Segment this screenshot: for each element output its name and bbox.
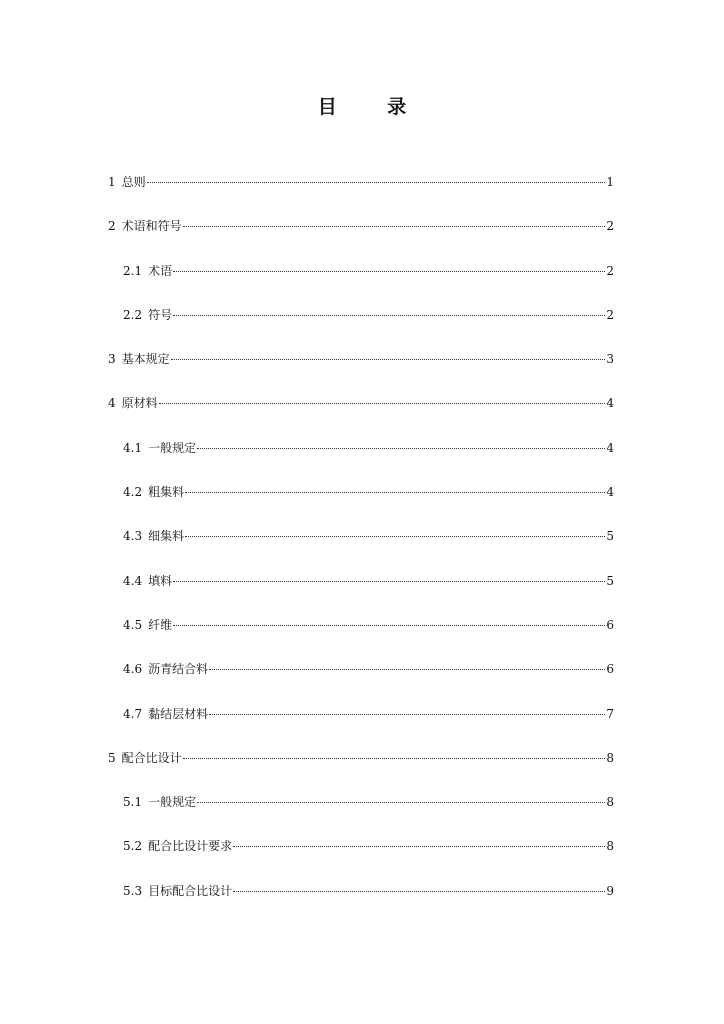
toc-entry-page: 3 [606, 352, 614, 367]
toc-entry-label: 原材料 [121, 396, 158, 411]
toc-entry-number: 2 [108, 219, 116, 234]
toc-entry-number: 4.2 [123, 485, 143, 500]
toc-dot-leader [185, 492, 605, 493]
toc-dot-leader [171, 359, 606, 360]
toc-entry-label: 黏结层材料 [148, 706, 209, 721]
page-title: 目 录 [317, 96, 429, 118]
toc-entry-label: 纤维 [148, 617, 173, 632]
toc-entry[interactable] [108, 792, 614, 836]
toc-entry-page: 6 [606, 662, 614, 677]
toc-entry[interactable] [108, 615, 614, 659]
table-of-contents [108, 172, 614, 925]
toc-entry[interactable] [108, 349, 614, 393]
toc-entry[interactable] [108, 704, 614, 748]
toc-dot-leader [173, 625, 605, 626]
toc-entry[interactable] [108, 881, 614, 925]
toc-dot-leader [183, 226, 606, 227]
toc-entry-page: 6 [606, 617, 614, 632]
toc-entry-label: 基本规定 [121, 352, 170, 367]
toc-dot-leader [173, 271, 605, 272]
toc-dot-leader [233, 846, 605, 847]
toc-entry[interactable] [108, 659, 614, 703]
toc-entry-label: 细集料 [148, 529, 185, 544]
toc-entry-number: 3 [108, 352, 116, 367]
toc-entry[interactable] [108, 482, 614, 526]
toc-entry-label: 配合比设计 [121, 750, 182, 765]
toc-dot-leader [209, 714, 605, 715]
toc-entry-number: 4.5 [123, 617, 143, 632]
toc-entry[interactable] [108, 261, 614, 305]
toc-entry[interactable] [108, 748, 614, 792]
toc-entry[interactable] [108, 216, 614, 260]
toc-entry-number: 4.4 [123, 573, 143, 588]
toc-entry-label: 一般规定 [148, 440, 197, 455]
toc-entry-number: 4.1 [123, 440, 143, 455]
toc-entry-number: 5.3 [123, 883, 143, 898]
toc-dot-leader [147, 182, 606, 183]
toc-entry-page: 7 [606, 706, 614, 721]
toc-dot-leader [183, 758, 606, 759]
toc-entry[interactable] [108, 438, 614, 482]
toc-dot-leader [197, 448, 605, 449]
toc-entry-number: 4.7 [123, 706, 143, 721]
toc-dot-leader [185, 536, 605, 537]
toc-entry[interactable] [108, 571, 614, 615]
toc-entry-page: 4 [606, 396, 614, 411]
toc-entry[interactable] [108, 305, 614, 349]
toc-entry-label: 一般规定 [148, 795, 197, 810]
toc-dot-leader [159, 403, 606, 404]
toc-entry-page: 1 [606, 175, 614, 189]
toc-dot-leader [233, 891, 605, 892]
toc-entry-number: 4.3 [123, 529, 143, 544]
toc-entry-number: 5.2 [123, 839, 143, 854]
toc-entry-page: 8 [606, 795, 614, 810]
toc-entry-page: 5 [606, 573, 614, 588]
toc-entry-number: 4.6 [123, 662, 143, 677]
toc-entry-page: 9 [606, 883, 614, 898]
toc-entry[interactable] [108, 836, 614, 880]
toc-entry-label: 总则 [121, 175, 146, 189]
toc-entry-label: 术语 [148, 263, 173, 278]
toc-entry[interactable] [108, 393, 614, 437]
toc-entry[interactable] [108, 172, 614, 216]
toc-entry-number: 4 [108, 396, 116, 411]
toc-entry-label: 沥青结合料 [148, 662, 209, 677]
toc-entry-page: 2 [606, 263, 614, 278]
toc-dot-leader [173, 581, 605, 582]
toc-entry-page: 5 [606, 529, 614, 544]
toc-entry-number: 5 [108, 750, 116, 765]
toc-entry-page: 8 [606, 839, 614, 854]
toc-dot-leader [197, 802, 605, 803]
toc-entry-page: 2 [606, 307, 614, 322]
toc-dot-leader [209, 669, 605, 670]
toc-dot-leader [173, 315, 605, 316]
toc-entry-page: 4 [606, 485, 614, 500]
toc-entry-number: 2.1 [123, 263, 143, 278]
toc-entry-label: 术语和符号 [121, 219, 182, 234]
toc-entry-label: 符号 [148, 307, 173, 322]
toc-entry-number: 1 [108, 175, 116, 189]
toc-entry[interactable] [108, 526, 614, 570]
toc-entry-number: 5.1 [123, 795, 143, 810]
toc-entry-label: 配合比设计要求 [148, 839, 233, 854]
toc-entry-page: 2 [606, 219, 614, 234]
toc-entry-label: 填料 [148, 573, 173, 588]
toc-entry-page: 8 [606, 750, 614, 765]
toc-entry-label: 粗集料 [148, 485, 185, 500]
toc-entry-number: 2.2 [123, 307, 143, 322]
toc-entry-page: 4 [606, 440, 614, 455]
toc-entry-label: 目标配合比设计 [148, 883, 233, 898]
